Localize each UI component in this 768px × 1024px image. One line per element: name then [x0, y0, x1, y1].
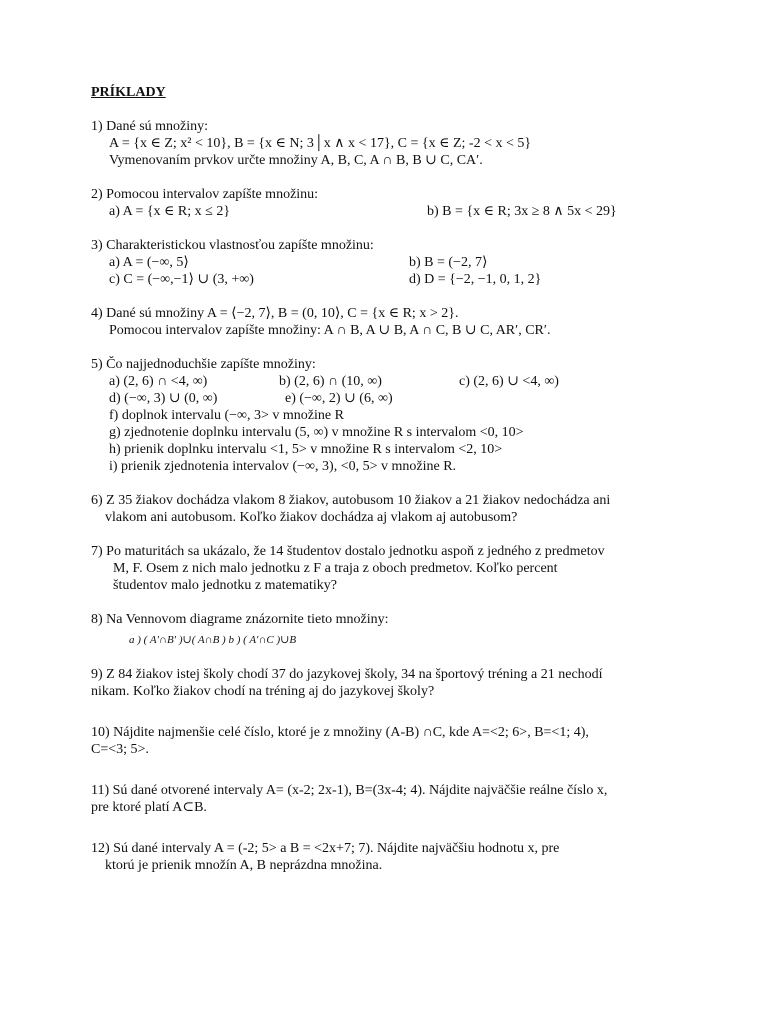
task-5-f: f) doplnok intervalu (−∞, 3> v množine R — [109, 408, 344, 423]
task-9-line-2: nikam. Koľko žiakov chodí na tréning aj do jazykovej školy? — [91, 684, 435, 699]
task-7-line-3: študentov malo jednotku z matematiky? — [113, 578, 337, 593]
task-2-heading: 2) Pomocou intervalov zapíšte množinu: — [91, 187, 319, 202]
task-11 — [91, 782, 691, 816]
task-12-line-1: 12) Sú dané intervaly A = (-2; 5> a B = <2x+7; 7). Nájdite najväčšiu hodnotu x, pre — [91, 841, 560, 856]
task-12 — [91, 840, 691, 874]
task-12-line-2: ktorú je prienik množín A, B neprázdna množina. — [105, 858, 383, 873]
task-1 — [91, 118, 691, 169]
task-1-instruction: Vymenovaním prvkov určte množiny A, B, C, A ∩ B, B ∪ C, CA′. — [109, 153, 483, 168]
task-5-a: a) (2, 6) ∩ <4, ∞) — [109, 374, 208, 389]
task-3-row-2 — [91, 271, 691, 288]
task-10-line-1: 10) Nájdite najmenšie celé číslo, ktoré je z množiny (A-B) ∩C, kde A=<2; 6>, B=<1; 4), — [91, 725, 589, 740]
task-3-c: c) C = (−∞,−1⟩ ∪ (3, +∞) — [109, 272, 254, 287]
task-2 — [91, 186, 691, 220]
task-7 — [91, 543, 691, 594]
task-9-line-1: 9) Z 84 žiakov istej školy chodí 37 do jazykovej školy, 34 na športový tréning a 21 nechodí — [91, 667, 603, 682]
task-4-instruction: Pomocou intervalov zapíšte množiny: A ∩ B, A ∪ B, A ∩ C, B ∪ C, AR′, CR′. — [109, 323, 551, 338]
task-4 — [91, 305, 691, 339]
task-5-b: b) (2, 6) ∩ (10, ∞) — [279, 374, 382, 389]
task-11-line-1: 11) Sú dané otvorené intervaly A= (x-2; 2x-1), B=(3x-4; 4). Nájdite najväčšie reálne číslo x, — [91, 783, 608, 798]
task-7-line-2: M, F. Osem z nich malo jednotku z F a traja z oboch predmetov. Koľko percent — [113, 561, 558, 576]
task-5-i: i) prienik zjednotenia intervalov (−∞, 3), <0, 5> v množine R. — [109, 459, 457, 474]
task-5-e: e) (−∞, 2) ∪ (6, ∞) — [285, 391, 393, 406]
task-5-h: h) prienik doplnku intervalu <1, 5> v množine R s intervalom <2, 10> — [109, 442, 503, 457]
task-2-row — [91, 203, 691, 220]
task-1-heading: 1) Dané sú množiny: — [91, 119, 209, 134]
task-3-d: d) D = {−2, −1, 0, 1, 2} — [409, 272, 542, 287]
task-5-row-1 — [91, 373, 691, 390]
task-10 — [91, 724, 691, 758]
task-6 — [91, 492, 691, 526]
task-5-c: c) (2, 6) ∪ <4, ∞) — [459, 374, 559, 389]
task-3-row-1 — [91, 254, 691, 271]
task-5-row-2 — [91, 390, 691, 407]
task-9 — [91, 666, 691, 700]
task-6-line-2: vlakom ani autobusom. Koľko žiakov dochádza aj vlakom aj autobusom? — [105, 510, 518, 525]
task-8-formula: a ) ( A′∩B′ )∪( A∩B ) b ) ( A′∩C )∪B — [129, 634, 297, 646]
task-3 — [91, 237, 691, 288]
task-5 — [91, 356, 691, 475]
task-2-b: b) B = {x ∈ R; 3x ≥ 8 ∧ 5x < 29} — [427, 204, 617, 219]
task-3-b: b) B = (−2, 7⟩ — [409, 255, 488, 270]
task-7-line-1: 7) Po maturitách sa ukázalo, že 14 študentov dostalo jednotku aspoň z jedného z predmetov — [91, 544, 605, 559]
task-5-d: d) (−∞, 3) ∪ (0, ∞) — [109, 391, 218, 406]
task-6-line-1: 6) Z 35 žiakov dochádza vlakom 8 žiakov, autobusom 10 žiakov a 21 žiakov nedochádza ani — [91, 493, 611, 508]
page-title: PRÍKLADY — [91, 85, 166, 100]
task-10-line-2: C=<3; 5>. — [91, 742, 149, 757]
task-11-line-2: pre ktoré platí A⊂B. — [91, 800, 207, 815]
task-3-a: a) A = (−∞, 5⟩ — [109, 255, 189, 270]
task-3-heading: 3) Charakteristickou vlastnosťou zapíšte množinu: — [91, 238, 374, 253]
task-1-sets: A = {x ∈ Z; x² < 10}, B = {x ∈ N; 3│x ∧ x < 17}, C = {x ∈ Z; -2 < x < 5} — [109, 136, 532, 151]
document-page — [91, 84, 691, 891]
task-2-a: a) A = {x ∈ R; x ≤ 2} — [109, 204, 231, 219]
task-8 — [91, 611, 691, 649]
task-8-heading: 8) Na Vennovom diagrame znázornite tieto množiny: — [91, 612, 389, 627]
task-4-heading: 4) Dané sú množiny A = ⟨−2, 7⟩, B = (0, 10⟩, C = {x ∈ R; x > 2}. — [91, 306, 459, 321]
task-5-heading: 5) Čo najjednoduchšie zapíšte množiny: — [91, 357, 316, 372]
task-5-g: g) zjednotenie doplnku intervalu (5, ∞) v množine R s intervalom <0, 10> — [109, 425, 524, 440]
